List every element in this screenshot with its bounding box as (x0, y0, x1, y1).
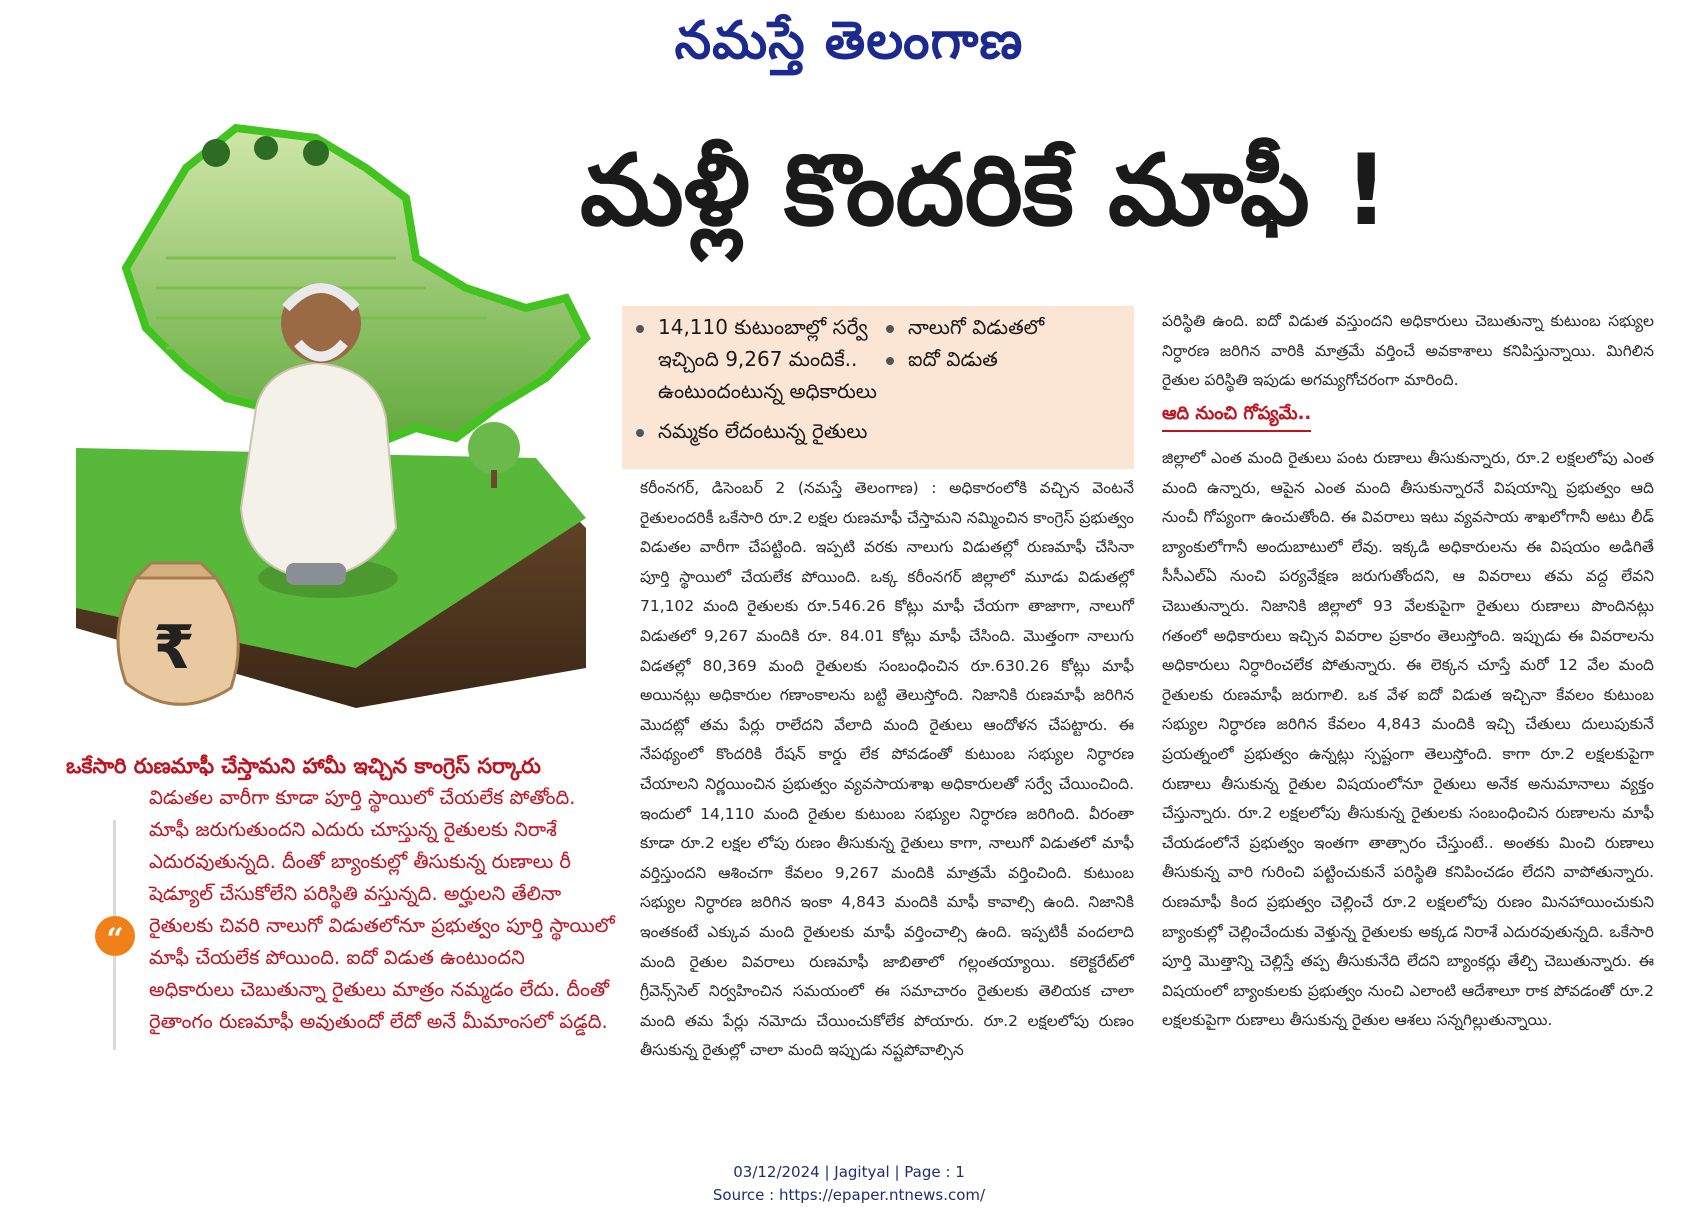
bullet-icon (886, 325, 894, 333)
highlights-box (622, 306, 1134, 469)
highlight-item: ఐదో విడుత (886, 344, 998, 374)
bullet-icon (886, 357, 894, 365)
pull-quote-body: విడుతల వారీగా కూడా పూర్తి స్థాయిలో చేయలేక పోతోంది. మాఫీ జరుగుతుందని ఎదురు చూస్తున్న రైతులకు నిరాశే ఎదురవుతున్నది. దీంతో బ్యాంకుల్లో తీసుకున్న రుణాలు రీ షెడ్యూల్ చేసుకోలేని పరిస్థితి వస్తున్నది. అర్హులని తేలినా రైతులకు చివరి నాలుగో విడుతలోనూ ప్రభుత్వం పూర్తి స్థాయిలో మాఫీ చేయలేక పోయింది. ఐదో విడుత ఉంటుందని అధికారులు చెబుతున్నా రైతులు మాత్రం నమ్మడం లేదు. దీంతో రైతాంగం రుణమాఫీ అవుతుందో లేదో అనే మీమాంసలో పడ్డది. (149, 786, 615, 1033)
highlight-item: ఇచ్చింది 9,267 మందికే.. (658, 347, 858, 371)
highlight-item: ఉంటుందంటున్న అధికారులు (658, 379, 877, 403)
bullet-icon (636, 325, 644, 333)
highlight-item: 14,110 కుటుంబాల్లో సర్వే (636, 312, 868, 342)
footer-date-page: 03/12/2024 | Jagityal | Page : 1 (733, 1163, 965, 1181)
money-bag-icon (118, 563, 238, 704)
footer-source: Source : https://epaper.ntnews.com/ (712, 1186, 986, 1204)
masthead-logo: నమస్తే తెలంగాణ (674, 10, 1024, 71)
article-column-middle: కరీంనగర్, డిసెంబర్ 2 (నమస్తే తెలంగాణ) : అధికారంలోకి వచ్చిన వెంటనే రైతులందరికీ ఒకేసారి రూ.2 లక్షల రుణమాఫీ చేస్తామని నమ్మించిన కాంగ్రెస్ ప్రభుత్వం విడుతల వారీగా చేపట్టింది. ఇప్పటి వరకు నాలుగు విడుతల్లో రుణమాఫీ చేసినా పూర్తి స్థాయిలో చేయలేక పోయింది. ఒక్క కరీంనగర్ జిల్లాలో మూడు విడుతల్లో 71,102 మంది రైతులకు రూ.546.26 కోట్లు మాఫీ చేయగా తాజాగా, నాలుగో విడుతలో 9,267 మందికి రూ. 84.01 కోట్లు మాఫీ చేసింది. మొత్తంగా నాలుగు విడతల్లో 80,369 మంది రైతులకు సంబంధించిన రూ.630.26 కోట్లు మాఫీ అయినట్లు అధికారుల గణాంకాలను బట్టి తెలుస్తోంది. నిజానికి రుణమాఫీ జరిగిన మొదట్లో తమ పేర్లు రాలేదని వేలాది మంది రైతులు ఆందోళన చేపట్టారు. ఈ నేపథ్యంలో కొందరికి రేషన్ కార్డు లేక పోవడంతో కుటుంబ సభ్యుల నిర్ధారణ చేయాలని నిర్ణయించిన ప్రభుత్వం వ్యవసాయశాఖ అధికారులతో సర్వే చేయించింది. ఇందులో 14,110 మంది రైతుల కుటుంబ సభ్యుల నిర్ధారణ జరిగింది. వీరంతా కూడా రూ.2 లక్షల లోపు రుణం తీసుకున్న రైతులు కాగా, నాలుగో విడుతలో మాఫీ వర్తిస్తుందని ఆశించగా కేవలం 9,267 మందికి మాత్రమే వర్తించింది. కుటుంబ సభ్యుల నిర్ధారణ జరిగిన ఇంకా 4,843 మందికి మాఫీ కావాల్సి ఉంది. నిజానికి ఇంతకంటే ఎక్కువ మంది రైతులకు మాఫీ వర్తించాల్సి ఉంది. ఇప్పటికీ వందలాది మంది రైతుల వివరాలు రుణమాఫీ జాబితాలో గల్లంతయ్యాయి. కలెక్టరేట్‌లో గ్రీవెన్స్‌సెల్ నిర్వహించిన సమయంలో ఈ సమాచారం రైతులకు తెలియక చాలా మంది తమ పేర్లు నమోదు చేయించుకోలేక పోయారు. రూ.2 లక్షలలోపు రుణం తీసుకున్న రైతుల్లో చాలా మంది ఇప్పుడు నష్టపోవాల్సిన (640, 479, 1134, 1060)
bullet-icon (636, 429, 644, 437)
highlight-item: నాలుగో విడుతలో (886, 312, 1044, 342)
article-column-right-top (1162, 307, 1654, 396)
article-column-right-body: జిల్లాలో ఎంత మంది రైతులు పంట రుణాలు తీసుకున్నారు, రూ.2 లక్షలలోపు ఎంత మంది ఉన్నారు, ఆపైన ఎంత మంది తీసుకున్నారనే విషయాన్ని ప్రభుత్వం ఆది నుంచీ గోప్యంగా ఉంచుతోంది. ఈ వివరాలు ఇటు వ్యవసాయ శాఖలోగానీ అటు లీడ్ బ్యాంకులోగానీ అందుబాటులో లేవు. ఇక్కడి అధికారులను ఈ విషయం అడిగితే సీసీఎల్ఏ నుంచి పర్యవేక్షణ జరుగుతోందని, ఆ వివరాలు తమ వద్ద లేవని చెబుతున్నారు. నిజానికి జిల్లాలో 93 వేలకుపైగా రైతులు రుణాలు పొందినట్లు గతంలో అధికారులు ఇచ్చిన వివరాల ప్రకారం తెలుస్తోంది. ఇప్పుడు ఈ వివరాలను అధికారులు నిర్ధారించలేక పోతున్నారు. ఈ లెక్కన చూస్తే మరో 12 వేల మంది రైతులకు రుణమాఫీ జరుగాలి. ఒక వేళ ఐదో విడుత ఇచ్చినా కేవలం కుటుంబ సభ్యుల నిర్ధారణ జరిగిన కేవలం 4,843 మందికి ఇచ్చి చేతులు దులుపుకునే ప్రయత్నంలో ప్రభుత్వం ఉన్నట్లు స్పష్టంగా తెలుస్తోంది. కాగా రూ.2 లక్షలకుపైగా రుణాలు తీసుకున్న రైతుల విషయంలోనూ రైతులు అనేక అనుమానాలు వ్యక్తం చేస్తున్నారు. రూ.2 లక్షలలోపు తీసుకున్న రైతులకు సంబంధించిన రుణాలను మాఫీ చేయడంలోనే ప్రభుత్వం ఇంతగా తాత్సారం చేస్తుంటే.. అంతకు మించి రుణాలు తీసుకున్న వారి గురించి పట్టించుకునే పరిస్థితి కనిపించడం లేదని వాపోతున్నారు. రుణమాఫీ కింద ప్రభుత్వం చెల్లించే రూ.2 లక్షలలోపు రుణం మినహాయించుకుని బ్యాంకుల్లో చెల్లించేందుకు వెళ్తున్న రైతులకు అక్కడ నిరాశే ఎదురవుతున్నది. ఒకేసారి పూర్తి మొత్తాన్ని చెల్లిస్తే తప్ప తీసుకునేది లేదని బ్యాంకర్లు తేల్చి చెబుతున్నారు. ఈ విషయంలో బ్యాంకులకు ప్రభుత్వం నుంచి ఎలాంటి ఆదేశాలూ రాక పోవడంతో రూ.2 లక్షలకుపైగా రుణాలు తీసుకున్న రైతుల ఆశలు సన్నగిల్లుతున్నాయి. (1162, 449, 1654, 1030)
headline: మళ్లీ కొందరికే మాఫీ ! (580, 134, 1389, 248)
article-subhead: ఆది నుంచి గోప్యమే.. (1162, 403, 1311, 432)
farmer-illustration (66, 108, 626, 748)
tree-icon (468, 422, 520, 474)
pull-quote-first-line: ఒకేసారి రుణమాఫీ చేస్తామని హామీ ఇచ్చిన కాంగ్రెస్ సర్కారు (66, 754, 541, 778)
article-continuation: పరిస్థితి ఉంది. ఐదో విడుత వస్తుందని అధికారులు చెబుతున్నా కుటుంబ సభ్యుల నిర్ధారణ జరిగిన వారికి మాత్రమే వర్తించే అవకాశాలు కనిపిస్తున్నాయి. మిగిలిన రైతుల పరిస్థితి ఇపుడు అగమ్యగోచరంగా మారింది. (1162, 312, 1654, 390)
rupee-symbol: ₹ (153, 613, 195, 683)
pull-quote (66, 750, 616, 1038)
highlight-item: నమ్మకం లేదంటున్న రైతులు (636, 416, 867, 446)
quote-icon: “ (95, 916, 135, 956)
